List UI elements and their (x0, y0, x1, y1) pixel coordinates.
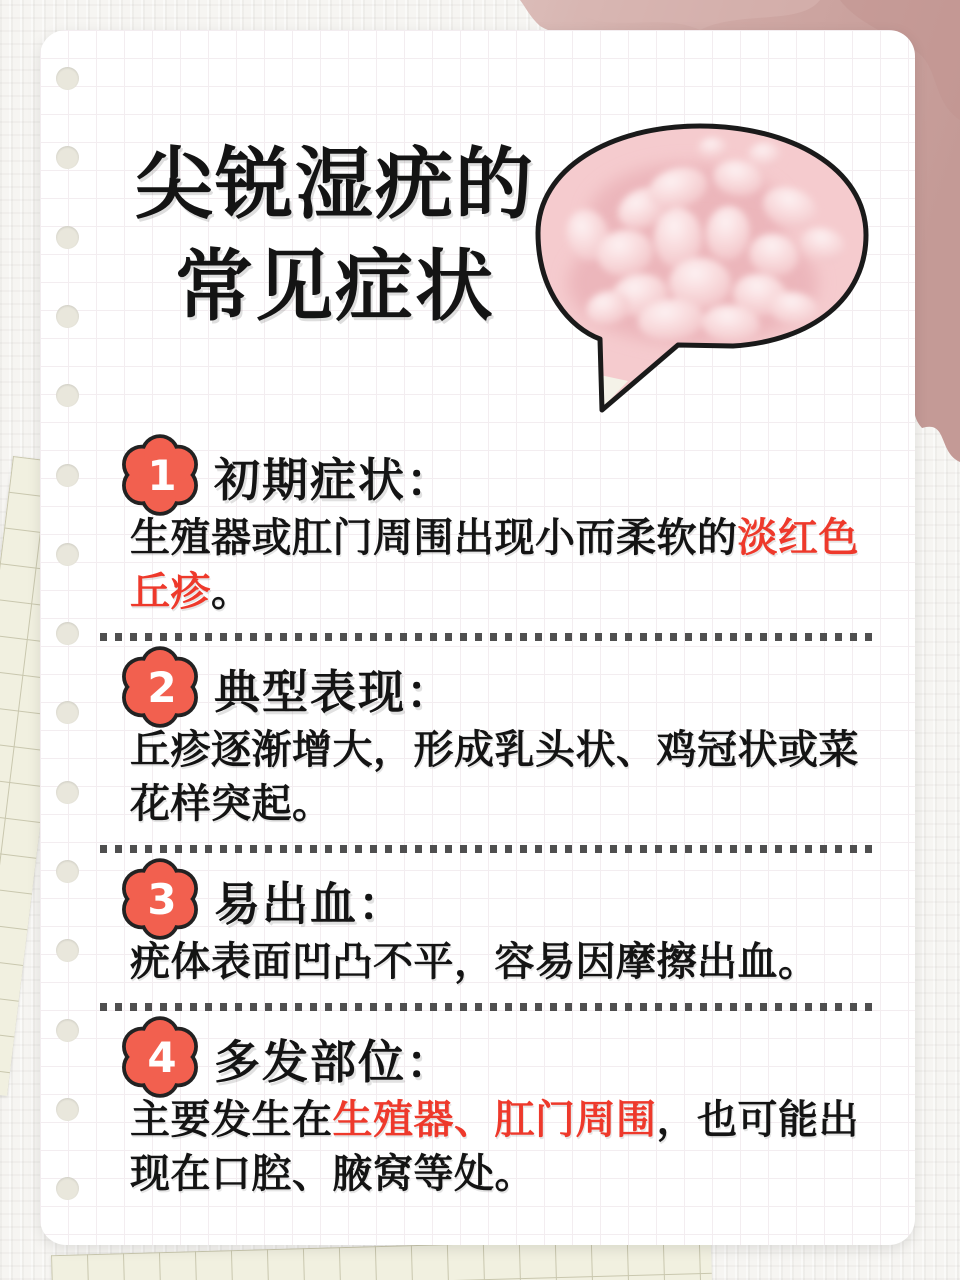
highlighted-red-text: 淡红色丘疹 (130, 515, 859, 615)
flower-number-badge (116, 855, 208, 947)
punch-hole (56, 781, 79, 804)
section (100, 657, 880, 831)
punch-hole (56, 939, 79, 962)
flower-number: 2 (147, 663, 177, 712)
flower-number-badge (116, 643, 208, 735)
section-body (100, 511, 870, 619)
body-text: ，也可能出现在口腔、腋窝等处。 (130, 1097, 859, 1197)
punch-hole (56, 1177, 79, 1200)
highlighted-red-text: 生殖器、肛门周围 (332, 1097, 657, 1143)
section (100, 869, 880, 989)
flower-number-badge (116, 1013, 208, 1105)
punch-hole (56, 464, 79, 487)
warts-speech-bubble-illustration (528, 113, 878, 423)
flower-number: 1 (147, 451, 177, 500)
dotted-divider (100, 1003, 872, 1011)
dotted-divider (100, 633, 872, 641)
notebook-page (40, 30, 915, 1245)
section (100, 445, 880, 619)
flower-number-badge (116, 431, 208, 523)
punch-hole (56, 860, 79, 883)
section-body (100, 1093, 870, 1201)
punch-hole (56, 384, 79, 407)
section-heading: 典型表现： (214, 665, 454, 719)
body-text: 生殖器或肛门周围出现小而柔软的 (130, 515, 738, 561)
sections (100, 445, 880, 1201)
flower-number: 3 (147, 875, 177, 924)
body-text: 。 (211, 569, 252, 615)
section-body (100, 935, 870, 989)
punch-hole (56, 67, 79, 90)
flower-number: 4 (147, 1033, 177, 1082)
section-header (100, 657, 880, 721)
dotted-divider (100, 845, 872, 853)
punch-hole (56, 701, 79, 724)
section-heading: 易出血： (214, 877, 406, 931)
punch-hole (56, 146, 79, 169)
section-header (100, 445, 880, 509)
page-title (85, 134, 585, 338)
punch-hole (56, 226, 79, 249)
body-text: 疣体表面凹凸不平，容易因摩擦出血。 (130, 939, 819, 985)
section-heading: 初期症状： (214, 453, 454, 507)
title-line-1: 尖锐湿疣的 (134, 140, 535, 230)
punch-hole (56, 305, 79, 328)
punch-hole (56, 622, 79, 645)
punch-hole (56, 1098, 79, 1121)
body-text: 主要发生在 (130, 1097, 333, 1143)
punch-hole (56, 543, 79, 566)
body-text: 丘疹逐渐增大，形成乳头状、鸡冠状或菜花样突起。 (130, 727, 859, 827)
punch-hole (56, 1019, 79, 1042)
section (100, 1027, 880, 1201)
section-header (100, 1027, 880, 1091)
section-header (100, 869, 880, 933)
title-line-2: 常见症状 (174, 242, 495, 332)
section-body (100, 723, 870, 831)
section-heading: 多发部位： (214, 1035, 454, 1089)
